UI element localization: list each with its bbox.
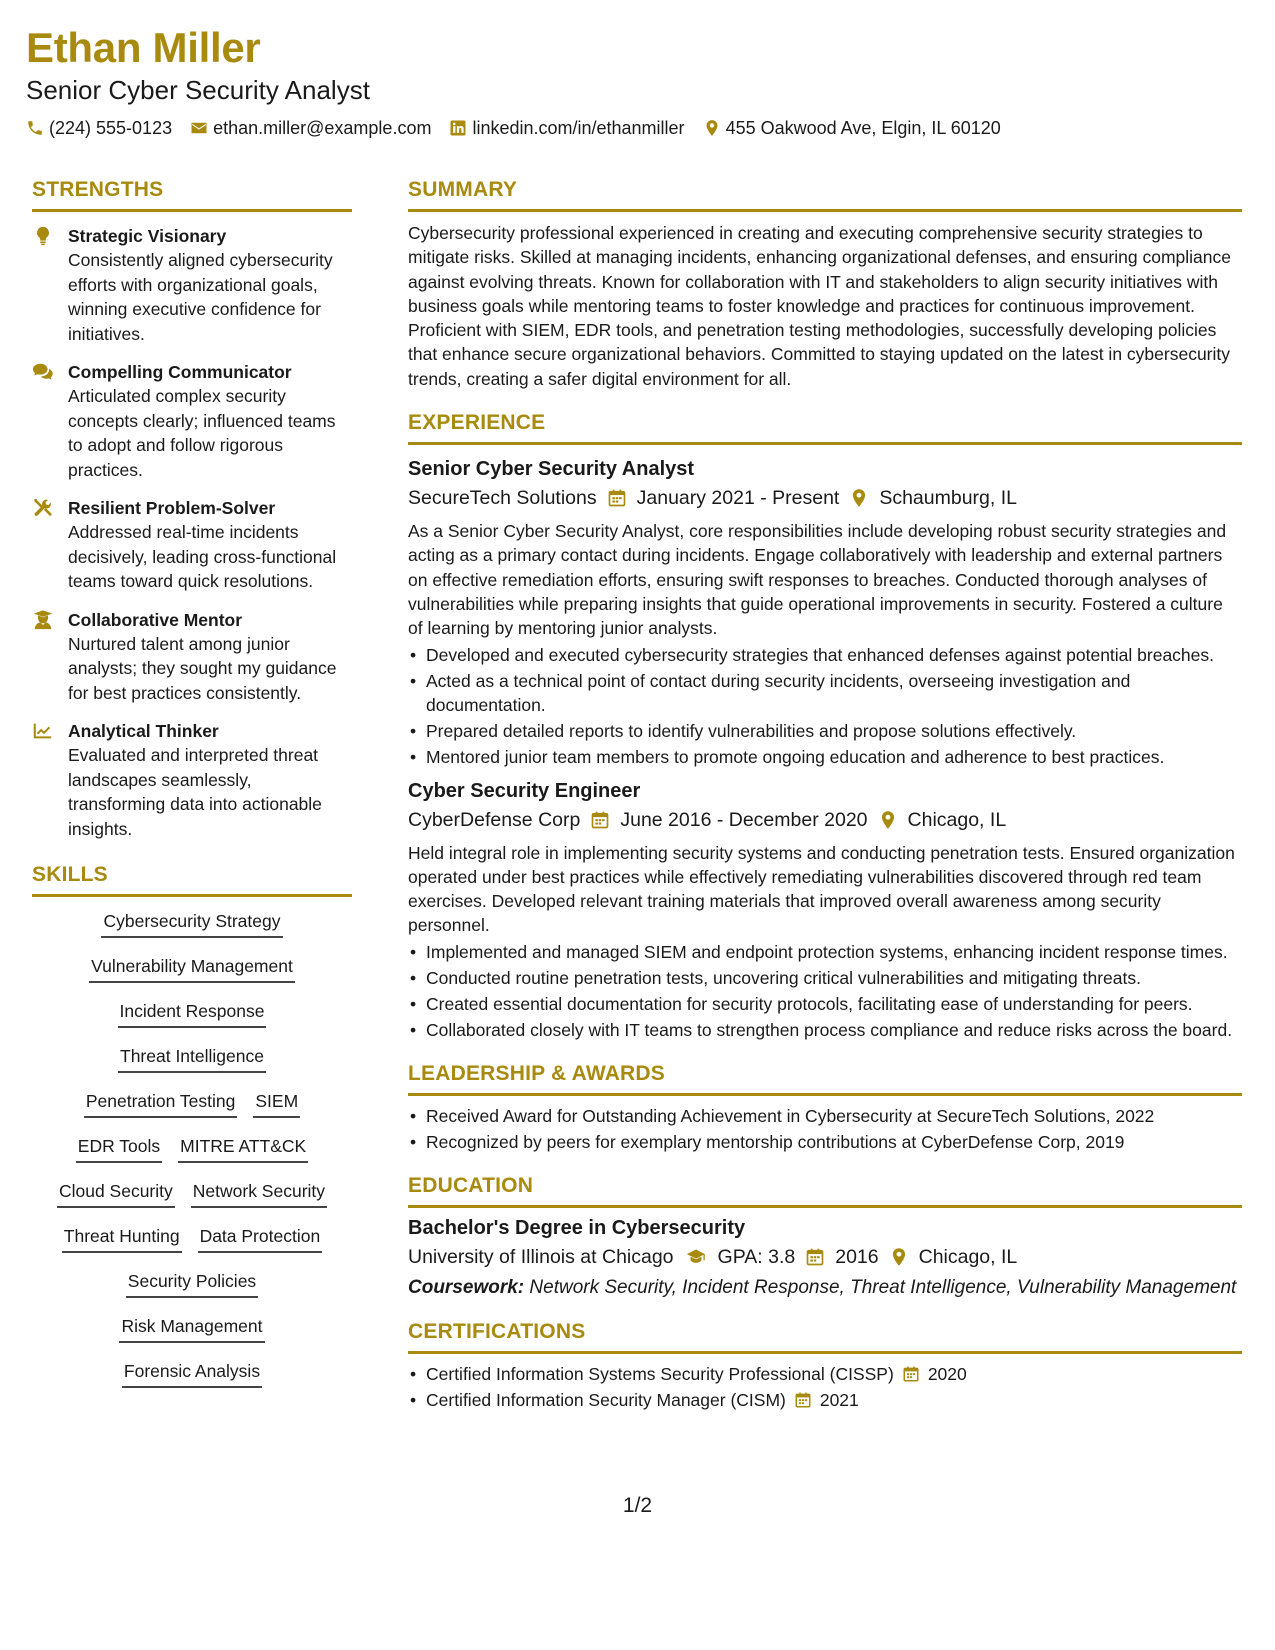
map-marker-icon <box>849 488 869 508</box>
left-column <box>32 176 352 1422</box>
comments-icon <box>32 361 54 383</box>
certifications-section <box>408 1318 1242 1412</box>
job-dates: June 2016 - December 2020 <box>620 808 868 831</box>
skill-tag: Threat Hunting <box>62 1224 182 1253</box>
calendar-icon <box>902 1365 920 1383</box>
bullet-item: • Developed and executed cybersecurity strategies that enhanced defenses against potential breaches. <box>408 643 1242 667</box>
summary-text: Cybersecurity professional experienced in creating and executing comprehensive security strategies to mitigate risks. Skilled at managing incidents, enhancing organizational defenses, and ensuring compliance against evolving threats. Known for collaboration with IT and stakeholders to align security initiatives with business goals while mentoring teams to foster knowledge and practices for continuous improvement. Proficient with SIEM, EDR tools, and penetration testing methodologies, successfully developing policies that enhance secure organizational behaviors. Committed to staying updated on the latest in cybersecurity trends, creating a safer digital environment for all. <box>408 223 1231 389</box>
strength-item <box>32 719 352 841</box>
summary-section <box>408 176 1242 391</box>
graduation-year: 2016 <box>835 1245 879 1268</box>
gpa-text: GPA: 3.8 <box>717 1245 796 1268</box>
calendar-icon <box>794 1391 812 1409</box>
strength-title: Resilient Problem-Solver <box>68 498 276 518</box>
skill-tag: SIEM <box>253 1089 300 1118</box>
job-entry <box>408 777 1242 1042</box>
certifications-list <box>408 1362 1242 1412</box>
skill-row <box>62 1224 322 1269</box>
strength-desc: Nurtured talent among junior analysts; they sought my guidance for best practices consistently. <box>68 633 337 703</box>
job-bullets <box>408 643 1242 769</box>
contact-address <box>703 116 1001 140</box>
job-bullets <box>408 940 1242 1042</box>
certification-name: • Certified Information Security Manager (CISM) <box>426 1389 786 1410</box>
calendar-icon <box>607 488 627 508</box>
right-column <box>408 176 1242 1430</box>
job-entry <box>408 455 1242 768</box>
certification-year: 2020 <box>927 1363 967 1384</box>
job-company: SecureTech Solutions <box>408 487 597 510</box>
linkedin-link[interactable]: linkedin.com/in/ethanmiller <box>472 118 685 138</box>
skills-section <box>32 861 352 1404</box>
resume-header <box>26 22 1256 140</box>
leadership-section <box>408 1060 1242 1154</box>
bullet-item: • Conducted routine penetration tests, uncovering critical vulnerabilities and mitigating threats. <box>408 966 1242 990</box>
skills-heading: SKILLS <box>32 861 352 897</box>
map-marker-icon <box>878 810 898 830</box>
strength-desc: Evaluated and interpreted threat landscapes seamlessly, transforming data into actionable insights. <box>68 745 322 839</box>
bullet-item: • Acted as a technical point of contact during security incidents, overseeing investigation and documentation. <box>408 669 1242 717</box>
job-description: Held integral role in implementing security systems and conducting penetration tests. Ensured organization operated under best practices while effectively remediating vulnerabilities discovered through red team exercises. Developed relevant training materials that improved overall awareness among security personnel. <box>408 842 1235 936</box>
strengths-section <box>32 176 352 841</box>
school-location: Chicago, IL <box>918 1245 1018 1268</box>
contact-linkedin[interactable] <box>449 116 684 140</box>
job-meta <box>408 483 1242 513</box>
candidate-name: Ethan Miller <box>26 24 261 71</box>
phone-text: (224) 555-0123 <box>49 118 173 138</box>
strength-item <box>32 608 352 706</box>
strength-desc: Articulated complex security concepts clearly; influenced teams to adopt and follow rigorous practices. <box>68 386 336 480</box>
skill-row <box>84 1089 300 1134</box>
education-entry <box>408 1214 1242 1300</box>
skill-row <box>119 1314 264 1359</box>
strength-title: Compelling Communicator <box>68 362 292 382</box>
email-link[interactable]: ethan.miller@example.com <box>213 118 432 138</box>
skill-tag: Vulnerability Management <box>89 954 295 983</box>
certification-item <box>408 1362 1242 1386</box>
bullet-item: • Recognized by peers for exemplary mentorship contributions at CyberDefense Corp, 2019 <box>408 1130 1242 1154</box>
strengths-list <box>32 224 352 841</box>
map-marker-icon <box>889 1247 909 1267</box>
strength-item <box>32 496 352 594</box>
experience-section <box>408 409 1242 1042</box>
certification-year: 2021 <box>819 1389 859 1410</box>
calendar-icon <box>805 1247 825 1267</box>
coursework-list: Network Security, Incident Response, Threat Intelligence, Vulnerability Management <box>529 1276 1237 1298</box>
strength-title: Strategic Visionary <box>68 226 227 246</box>
strength-item <box>32 360 352 482</box>
skill-row <box>89 954 295 999</box>
skills-list <box>32 909 352 1404</box>
strength-desc: Consistently aligned cybersecurity efforts with organizational goals, winning executive confidence for initiatives. <box>68 250 333 344</box>
strength-title: Analytical Thinker <box>68 721 219 741</box>
mentor-icon <box>32 609 54 631</box>
education-section <box>408 1172 1242 1300</box>
bullet-item: • Mentored junior team members to promote ongoing education and adherence to best practices. <box>408 745 1242 769</box>
strength-desc: Addressed real-time incidents decisively, leading cross-functional teams toward quick resolutions. <box>68 522 337 591</box>
leadership-heading: LEADERSHIP & AWARDS <box>408 1060 1242 1096</box>
job-meta <box>408 805 1242 835</box>
skill-row <box>118 1044 266 1089</box>
skill-tag: Cybersecurity Strategy <box>101 909 282 938</box>
skill-tag: Penetration Testing <box>84 1089 238 1118</box>
skill-tag: MITRE ATT&CK <box>178 1134 308 1163</box>
candidate-title: Senior Cyber Security Analyst <box>26 75 370 105</box>
contact-phone <box>26 116 172 140</box>
skill-tag: Forensic Analysis <box>122 1359 262 1388</box>
map-marker-icon <box>703 119 721 137</box>
certification-name: • Certified Information Systems Security Professional (CISSP) <box>426 1363 894 1384</box>
job-title: Cyber Security Engineer <box>408 779 641 802</box>
contact-email[interactable] <box>190 116 431 140</box>
skill-row <box>76 1134 308 1179</box>
coursework <box>408 1276 1242 1300</box>
skill-tag: Risk Management <box>119 1314 264 1343</box>
education-heading: EDUCATION <box>408 1172 1242 1208</box>
strength-item <box>32 224 352 346</box>
page-number: 1/2 <box>622 1494 653 1517</box>
skill-row <box>57 1179 327 1224</box>
strength-title: Collaborative Mentor <box>68 609 243 630</box>
tools-icon <box>32 497 54 519</box>
phone-icon <box>26 119 44 137</box>
chart-line-icon <box>32 720 54 742</box>
certification-item <box>408 1388 1242 1412</box>
bullet-item: • Collaborated closely with IT teams to strengthen process compliance and reduce risks across the board. <box>408 1018 1242 1042</box>
skill-row <box>122 1359 262 1404</box>
skill-tag: Data Protection <box>198 1224 323 1253</box>
job-location: Chicago, IL <box>907 808 1007 831</box>
skill-row <box>101 909 282 954</box>
bullet-item: • Created essential documentation for security protocols, facilitating ease of understanding for peers. <box>408 992 1242 1016</box>
job-title: Senior Cyber Security Analyst <box>408 458 695 481</box>
contact-bar <box>26 116 1256 140</box>
skill-row <box>118 999 267 1044</box>
education-meta <box>408 1242 1242 1272</box>
certifications-heading: CERTIFICATIONS <box>408 1318 1242 1354</box>
skill-tag: Incident Response <box>118 999 267 1028</box>
skill-tag: Threat Intelligence <box>118 1044 266 1073</box>
skill-tag: Network Security <box>191 1179 327 1208</box>
graduation-cap-icon <box>684 1247 708 1267</box>
bullet-item: • Received Award for Outstanding Achievement in Cybersecurity at SecureTech Solutions, 2022 <box>408 1104 1242 1128</box>
address-text: 455 Oakwood Ave, Elgin, IL 60120 <box>725 118 1001 138</box>
strengths-heading: STRENGTHS <box>32 176 352 212</box>
envelope-icon <box>190 119 208 137</box>
skill-row <box>126 1269 258 1314</box>
school-name: University of Illinois at Chicago <box>408 1245 674 1268</box>
leadership-list <box>408 1104 1242 1154</box>
experience-heading: EXPERIENCE <box>408 409 1242 445</box>
skill-tag: EDR Tools <box>76 1134 162 1163</box>
lightbulb-icon <box>32 225 54 247</box>
calendar-icon <box>590 810 610 830</box>
linkedin-icon <box>449 119 467 137</box>
job-location: Schaumburg, IL <box>879 487 1017 510</box>
summary-heading: SUMMARY <box>408 176 1242 212</box>
bullet-item: • Implemented and managed SIEM and endpoint protection systems, enhancing incident response times. <box>408 940 1242 964</box>
skill-tag: Cloud Security <box>57 1179 175 1208</box>
job-company: CyberDefense Corp <box>408 808 581 831</box>
skill-tag: Security Policies <box>126 1269 258 1298</box>
degree-title: Bachelor's Degree in Cybersecurity <box>408 1216 746 1239</box>
job-description: As a Senior Cyber Security Analyst, core responsibilities include developing robust security strategies and acting as a primary contact during incidents. Engage collaboratively with leadership and external partners on effective remediation efforts, ensuring swift responses to breaches. Conducted thorough analyses of vulnerabilities while preparing insights that guide operational improvements in security. Fostered a culture of learning by mentoring junior analysts. <box>408 521 1227 639</box>
job-dates: January 2021 - Present <box>636 487 840 510</box>
coursework-label: Coursework: <box>408 1276 525 1298</box>
bullet-item: • Prepared detailed reports to identify vulnerabilities and propose solutions effectively. <box>408 719 1242 743</box>
